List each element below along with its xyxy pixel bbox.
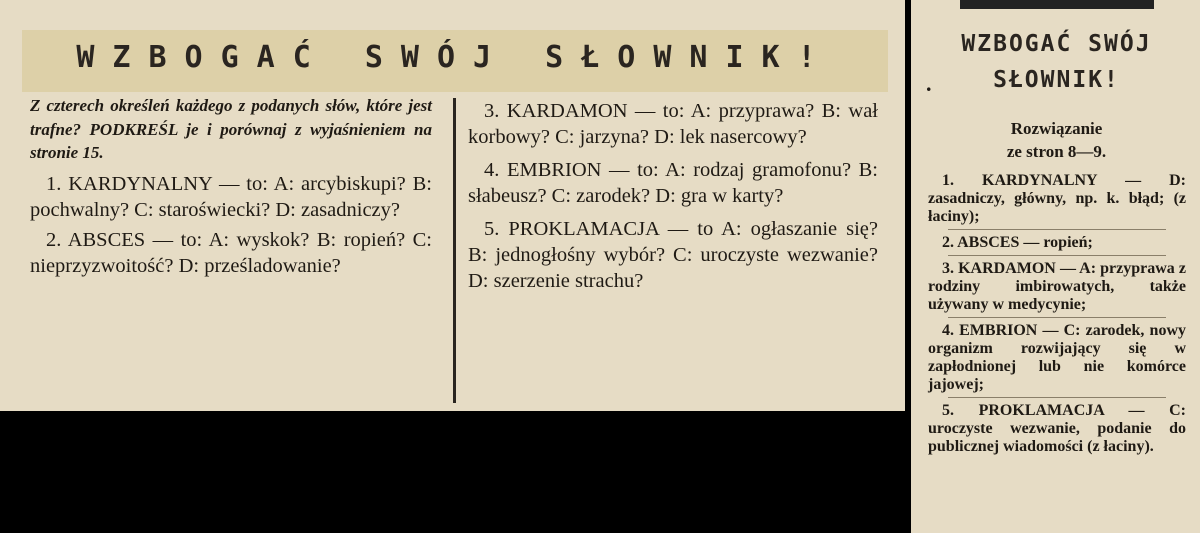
answer-1: 1. KARDYNALNY — D: zasadniczy, główny, np. k. błąd; (z łaciny); xyxy=(928,172,1186,225)
answer-title-line1: WZBOGAĆ SWÓJ xyxy=(961,31,1152,57)
question-4: 4. EMBRION — to: A: rodzaj gramofonu? B: słabeusz? C: zarodek? D: gra w karty? xyxy=(468,159,878,207)
answer-5: 5. PROKLAMACJA — C: uroczyste wezwanie, podanie do publicznej wiadomości (z łaciny). xyxy=(928,402,1186,455)
divider xyxy=(948,255,1166,256)
answer-title-line2: SŁOWNIK! xyxy=(993,67,1120,93)
divider xyxy=(948,397,1166,398)
question-1: 1. KARDYNALNY — to: A: arcybiskupi? B: pochwalny? C: staroświecki? D: zasadniczy? xyxy=(30,172,432,221)
answer-2: 2. ABSCES — ropień; xyxy=(942,234,1093,251)
page-title: WZBOGAĆ SWÓJ SŁOWNIK! xyxy=(76,40,834,75)
answer-3: 3. KARDAMON — A: przyprawa z rodziny imbirowatych, także używany w medycynie; xyxy=(928,260,1186,313)
top-dark-block xyxy=(960,0,1154,9)
column-divider xyxy=(453,98,456,403)
answer-subtitle-2: ze stron 8—9. xyxy=(1006,142,1107,161)
question-3: 3. KARDAMON — to: A: przyprawa? B: wał korbowy? C: jarzyna? D: lek nasercowy? xyxy=(468,100,878,148)
left-column xyxy=(30,94,432,283)
answer-title xyxy=(913,26,1200,98)
intro-text: Z czterech określeń każdego z podanych słów, które jest trafne? PODKREŚL je i porównaj z wyjaśnieniem na stronie 15. xyxy=(30,96,432,162)
question-2: 2. ABSCES — to: A: wyskok? B: ropień? C: nieprzyzwoitość? D: prześladowanie? xyxy=(30,228,432,277)
divider xyxy=(948,317,1166,318)
divider xyxy=(948,229,1166,230)
right-column xyxy=(468,98,878,301)
stray-mark: . xyxy=(926,71,932,96)
answers-list xyxy=(928,172,1186,458)
answer-4: 4. EMBRION — C: zarodek, nowy organizm rozwijający się w zapłodnionej lub nie komórce jajowej; xyxy=(928,322,1186,393)
question-5: 5. PROKLAMACJA — to A: ogłaszanie się? B: jednogłośny wybór? C: uroczyste wezwanie? D: szerzenie strachu? xyxy=(468,218,878,292)
answer-subtitle-1: Rozwiązanie xyxy=(1010,119,1103,138)
